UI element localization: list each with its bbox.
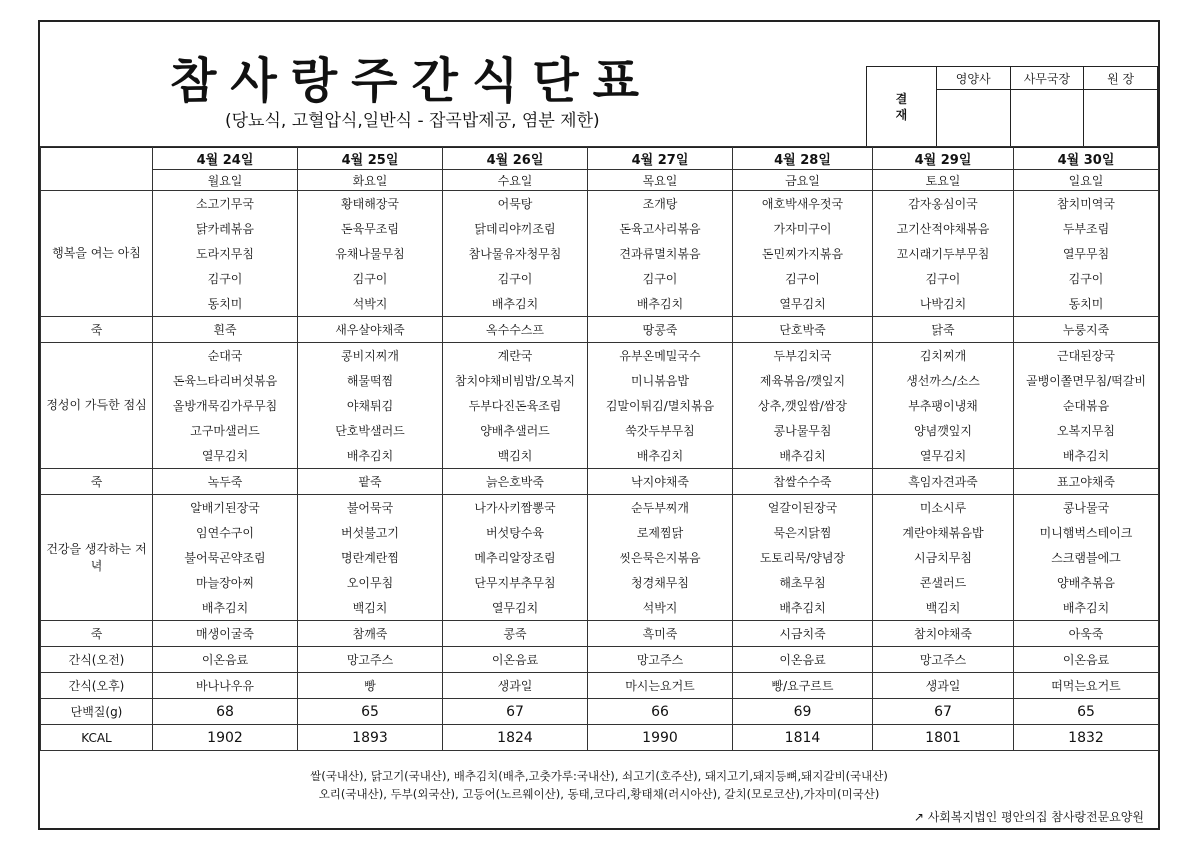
menu-item: 김구이 (443, 266, 588, 291)
menu-item: 석박지 (588, 595, 733, 621)
snack-am-value: 이온음료 (733, 647, 873, 673)
origin-footer (40, 758, 1158, 830)
menu-item: 배추김치 (588, 443, 733, 469)
menu-item: 가자미구이 (733, 216, 873, 241)
menu-item: 고구마샐러드 (153, 418, 298, 443)
snack-am-value: 이온음료 (1014, 647, 1159, 673)
menu-item: 소고기무국 (153, 191, 298, 217)
day-date: 4월 29일 (873, 147, 1014, 170)
menu-item: 단호박샐러드 (298, 418, 443, 443)
menu-item: 버섯탕수육 (443, 520, 588, 545)
day-date: 4월 25일 (298, 147, 443, 170)
porridge-item: 닭죽 (873, 317, 1014, 343)
menu-item: 미소시루 (873, 495, 1014, 521)
menu-item: 콩나물국 (1014, 495, 1159, 521)
menu-item: 꼬시래기두부무침 (873, 241, 1014, 266)
menu-item: 돈육무조림 (298, 216, 443, 241)
menu-item: 불어묵곤약조림 (153, 545, 298, 570)
porridge-item: 아욱죽 (1014, 621, 1159, 647)
day-date: 4월 24일 (153, 147, 298, 170)
menu-item: 로제찜닭 (588, 520, 733, 545)
menu-item: 참나물유자청무침 (443, 241, 588, 266)
menu-item: 황태해장국 (298, 191, 443, 217)
menu-item: 김구이 (298, 266, 443, 291)
corner-cell (41, 147, 153, 191)
kcal-value: 1902 (153, 725, 298, 751)
snack-am-value: 망고주스 (873, 647, 1014, 673)
page-subtitle: (당뇨식, 고혈압식,일반식 - 잡곡밥제공, 염분 제한) (225, 111, 600, 131)
menu-item: 스크램블에그 (1014, 545, 1159, 570)
menu-item: 돈육느타리버섯볶음 (153, 368, 298, 393)
protein-value: 65 (298, 699, 443, 725)
menu-item: 애호박새우젓국 (733, 191, 873, 217)
menu-item: 배추김치 (733, 595, 873, 621)
day-weekday: 토요일 (873, 170, 1014, 191)
menu-item: 닭카레볶음 (153, 216, 298, 241)
snack-pm-value: 생과일 (443, 673, 588, 699)
menu-item: 동치미 (1014, 291, 1159, 317)
menu-item: 두부다진돈육조림 (443, 393, 588, 418)
protein-label: 단백질(g) (41, 699, 153, 725)
kcal-value: 1801 (873, 725, 1014, 751)
menu-item: 김말이튀김/멸치볶음 (588, 393, 733, 418)
menu-item: 미니햄벅스테이크 (1014, 520, 1159, 545)
origin-line: 오리(국내산), 두부(외국산), 고등어(노르웨이산), 동태,코다리,황태채(러시아산), 갈치(모로코산),가자미(미국산) (318, 787, 880, 801)
menu-item: 생선까스/소스 (873, 368, 1014, 393)
menu-item: 감자옹심이국 (873, 191, 1014, 217)
snack-pm-value: 빵/요구르트 (733, 673, 873, 699)
porridge-item: 누룽지죽 (1014, 317, 1159, 343)
snack-pm-value: 빵 (298, 673, 443, 699)
menu-item: 양배추샐러드 (443, 418, 588, 443)
approval-sign-slot[interactable] (1010, 90, 1084, 147)
porridge-item: 표고야채죽 (1014, 469, 1159, 495)
approval-label: 결 재 (867, 67, 937, 147)
menu-item: 부추팽이냉채 (873, 393, 1014, 418)
kcal-value: 1832 (1014, 725, 1159, 751)
meal-label: 행복을 여는 아침 (41, 191, 153, 317)
porridge-item: 팥죽 (298, 469, 443, 495)
menu-item: 나가사키짬뽕국 (443, 495, 588, 521)
menu-item: 김구이 (1014, 266, 1159, 291)
porridge-item: 참깨죽 (298, 621, 443, 647)
menu-item: 콩나물무침 (733, 418, 873, 443)
porridge-item: 참치야채죽 (873, 621, 1014, 647)
menu-item: 배추김치 (443, 291, 588, 317)
day-date: 4월 26일 (443, 147, 588, 170)
menu-item: 나박김치 (873, 291, 1014, 317)
day-date: 4월 28일 (733, 147, 873, 170)
menu-item: 견과류멸치볶음 (588, 241, 733, 266)
menu-item: 쑥갓두부무침 (588, 418, 733, 443)
snack-am-label: 간식(오전) (41, 647, 153, 673)
menu-item: 얼갈이된장국 (733, 495, 873, 521)
menu-table (40, 146, 1159, 751)
protein-value: 67 (443, 699, 588, 725)
menu-item: 백김치 (873, 595, 1014, 621)
page-title: 참사랑주간식단표 (170, 53, 653, 109)
menu-item: 닭데리야끼조림 (443, 216, 588, 241)
porridge-item: 찹쌀수수죽 (733, 469, 873, 495)
day-weekday: 수요일 (443, 170, 588, 191)
menu-item: 임연수구이 (153, 520, 298, 545)
menu-item: 근대된장국 (1014, 343, 1159, 369)
snack-am-value: 망고주스 (588, 647, 733, 673)
menu-item: 양념깻잎지 (873, 418, 1014, 443)
day-weekday: 월요일 (153, 170, 298, 191)
organization-label: 사회복지법인 평안의집 참사랑전문요양원 (927, 810, 1144, 824)
menu-item: 석박지 (298, 291, 443, 317)
kcal-value: 1893 (298, 725, 443, 751)
menu-item: 열무김치 (733, 291, 873, 317)
menu-item: 알배기된장국 (153, 495, 298, 521)
protein-value: 69 (733, 699, 873, 725)
menu-item: 해물떡찜 (298, 368, 443, 393)
menu-item: 김구이 (153, 266, 298, 291)
menu-item: 백김치 (443, 443, 588, 469)
day-weekday: 금요일 (733, 170, 873, 191)
menu-item: 미니볶음밥 (588, 368, 733, 393)
menu-item: 콩비지찌개 (298, 343, 443, 369)
menu-item: 배추김치 (733, 443, 873, 469)
menu-item: 돈육고사리볶음 (588, 216, 733, 241)
porridge-label: 죽 (41, 621, 153, 647)
snack-am-value: 이온음료 (443, 647, 588, 673)
menu-item: 묵은지닭찜 (733, 520, 873, 545)
approval-box (866, 66, 1158, 147)
meal-label: 건강을 생각하는 저녁 (41, 495, 153, 621)
menu-item: 시금치무침 (873, 545, 1014, 570)
day-date: 4월 30일 (1014, 147, 1159, 170)
menu-item: 유채나물무침 (298, 241, 443, 266)
organization-logo-icon: ↗ (913, 810, 924, 824)
menu-item: 올방개묵김가루무침 (153, 393, 298, 418)
menu-item: 도라지무침 (153, 241, 298, 266)
porridge-label: 죽 (41, 317, 153, 343)
menu-item: 고기산적야채볶음 (873, 216, 1014, 241)
kcal-value: 1990 (588, 725, 733, 751)
menu-item: 배추김치 (588, 291, 733, 317)
menu-item: 순대볶음 (1014, 393, 1159, 418)
menu-item: 동치미 (153, 291, 298, 317)
approval-sign-slot[interactable] (1084, 90, 1158, 147)
snack-am-value: 이온음료 (153, 647, 298, 673)
menu-item: 김구이 (873, 266, 1014, 291)
menu-item: 오이무침 (298, 570, 443, 595)
menu-item: 양배추볶음 (1014, 570, 1159, 595)
organization-name (914, 808, 1144, 825)
menu-item: 두부김치국 (733, 343, 873, 369)
porridge-item: 콩죽 (443, 621, 588, 647)
snack-pm-value: 마시는요거트 (588, 673, 733, 699)
menu-item: 어묵탕 (443, 191, 588, 217)
menu-item: 순대국 (153, 343, 298, 369)
sheet-header (40, 22, 1158, 148)
origin-line: 쌀(국내산), 닭고기(국내산), 배추김치(배추,고춧가루:국내산), 쇠고기(호주산), 돼지고기,돼지등뼈,돼지갈비(국내산) (310, 769, 888, 783)
approval-sign-slot[interactable] (936, 90, 1010, 147)
menu-item: 김구이 (588, 266, 733, 291)
day-weekday: 화요일 (298, 170, 443, 191)
menu-item: 명란계란찜 (298, 545, 443, 570)
snack-pm-value: 바나나우유 (153, 673, 298, 699)
porridge-item: 매생이굴죽 (153, 621, 298, 647)
meal-label: 정성이 가득한 점심 (41, 343, 153, 469)
porridge-item: 새우살야채죽 (298, 317, 443, 343)
menu-item: 참치미역국 (1014, 191, 1159, 217)
menu-item: 두부조림 (1014, 216, 1159, 241)
menu-item: 참치야채비빔밥/오복지 (443, 368, 588, 393)
protein-value: 66 (588, 699, 733, 725)
menu-item: 김치찌개 (873, 343, 1014, 369)
menu-item: 불어묵국 (298, 495, 443, 521)
porridge-item: 단호박죽 (733, 317, 873, 343)
menu-item: 배추김치 (298, 443, 443, 469)
porridge-item: 늙은호박죽 (443, 469, 588, 495)
approval-role: 영양사 (936, 67, 1010, 90)
approval-role: 원 장 (1084, 67, 1158, 90)
porridge-item: 땅콩죽 (588, 317, 733, 343)
approval-role: 사무국장 (1010, 67, 1084, 90)
kcal-label: KCAL (41, 725, 153, 751)
menu-item: 열무무침 (1014, 241, 1159, 266)
menu-item: 순두부찌개 (588, 495, 733, 521)
menu-item: 콘샐러드 (873, 570, 1014, 595)
snack-am-value: 망고주스 (298, 647, 443, 673)
porridge-item: 시금치죽 (733, 621, 873, 647)
menu-item: 야채튀김 (298, 393, 443, 418)
porridge-item: 흰죽 (153, 317, 298, 343)
menu-item: 돈민찌가지볶음 (733, 241, 873, 266)
protein-value: 67 (873, 699, 1014, 725)
menu-item: 계란국 (443, 343, 588, 369)
porridge-item: 낙지야채죽 (588, 469, 733, 495)
day-weekday: 일요일 (1014, 170, 1159, 191)
kcal-value: 1824 (443, 725, 588, 751)
menu-item: 제육볶음/깻잎지 (733, 368, 873, 393)
menu-item: 배추김치 (1014, 595, 1159, 621)
porridge-label: 죽 (41, 469, 153, 495)
day-weekday: 목요일 (588, 170, 733, 191)
menu-item: 도토리묵/양념장 (733, 545, 873, 570)
menu-item: 열무김치 (443, 595, 588, 621)
porridge-item: 옥수수스프 (443, 317, 588, 343)
menu-item: 씻은묵은지볶음 (588, 545, 733, 570)
menu-item: 오복지무침 (1014, 418, 1159, 443)
menu-item: 열무김치 (153, 443, 298, 469)
snack-pm-value: 생과일 (873, 673, 1014, 699)
menu-item: 계란야채볶음밥 (873, 520, 1014, 545)
menu-item: 김구이 (733, 266, 873, 291)
menu-sheet (38, 20, 1160, 830)
menu-item: 상추,깻잎쌈/쌈장 (733, 393, 873, 418)
menu-item: 단무지부추무침 (443, 570, 588, 595)
porridge-item: 흑임자견과죽 (873, 469, 1014, 495)
kcal-value: 1814 (733, 725, 873, 751)
snack-pm-label: 간식(오후) (41, 673, 153, 699)
menu-item: 백김치 (298, 595, 443, 621)
menu-item: 해초무침 (733, 570, 873, 595)
porridge-item: 녹두죽 (153, 469, 298, 495)
menu-item: 배추김치 (1014, 443, 1159, 469)
protein-value: 65 (1014, 699, 1159, 725)
menu-item: 마늘장아찌 (153, 570, 298, 595)
menu-item: 버섯불고기 (298, 520, 443, 545)
menu-item: 조개탕 (588, 191, 733, 217)
menu-item: 열무김치 (873, 443, 1014, 469)
menu-item: 메추리알장조림 (443, 545, 588, 570)
menu-item: 유부온메밀국수 (588, 343, 733, 369)
porridge-item: 흑미죽 (588, 621, 733, 647)
menu-item: 골뱅이쫄면무침/떡갈비 (1014, 368, 1159, 393)
snack-pm-value: 떠먹는요거트 (1014, 673, 1159, 699)
day-date: 4월 27일 (588, 147, 733, 170)
menu-item: 청경채무침 (588, 570, 733, 595)
menu-item: 배추김치 (153, 595, 298, 621)
protein-value: 68 (153, 699, 298, 725)
